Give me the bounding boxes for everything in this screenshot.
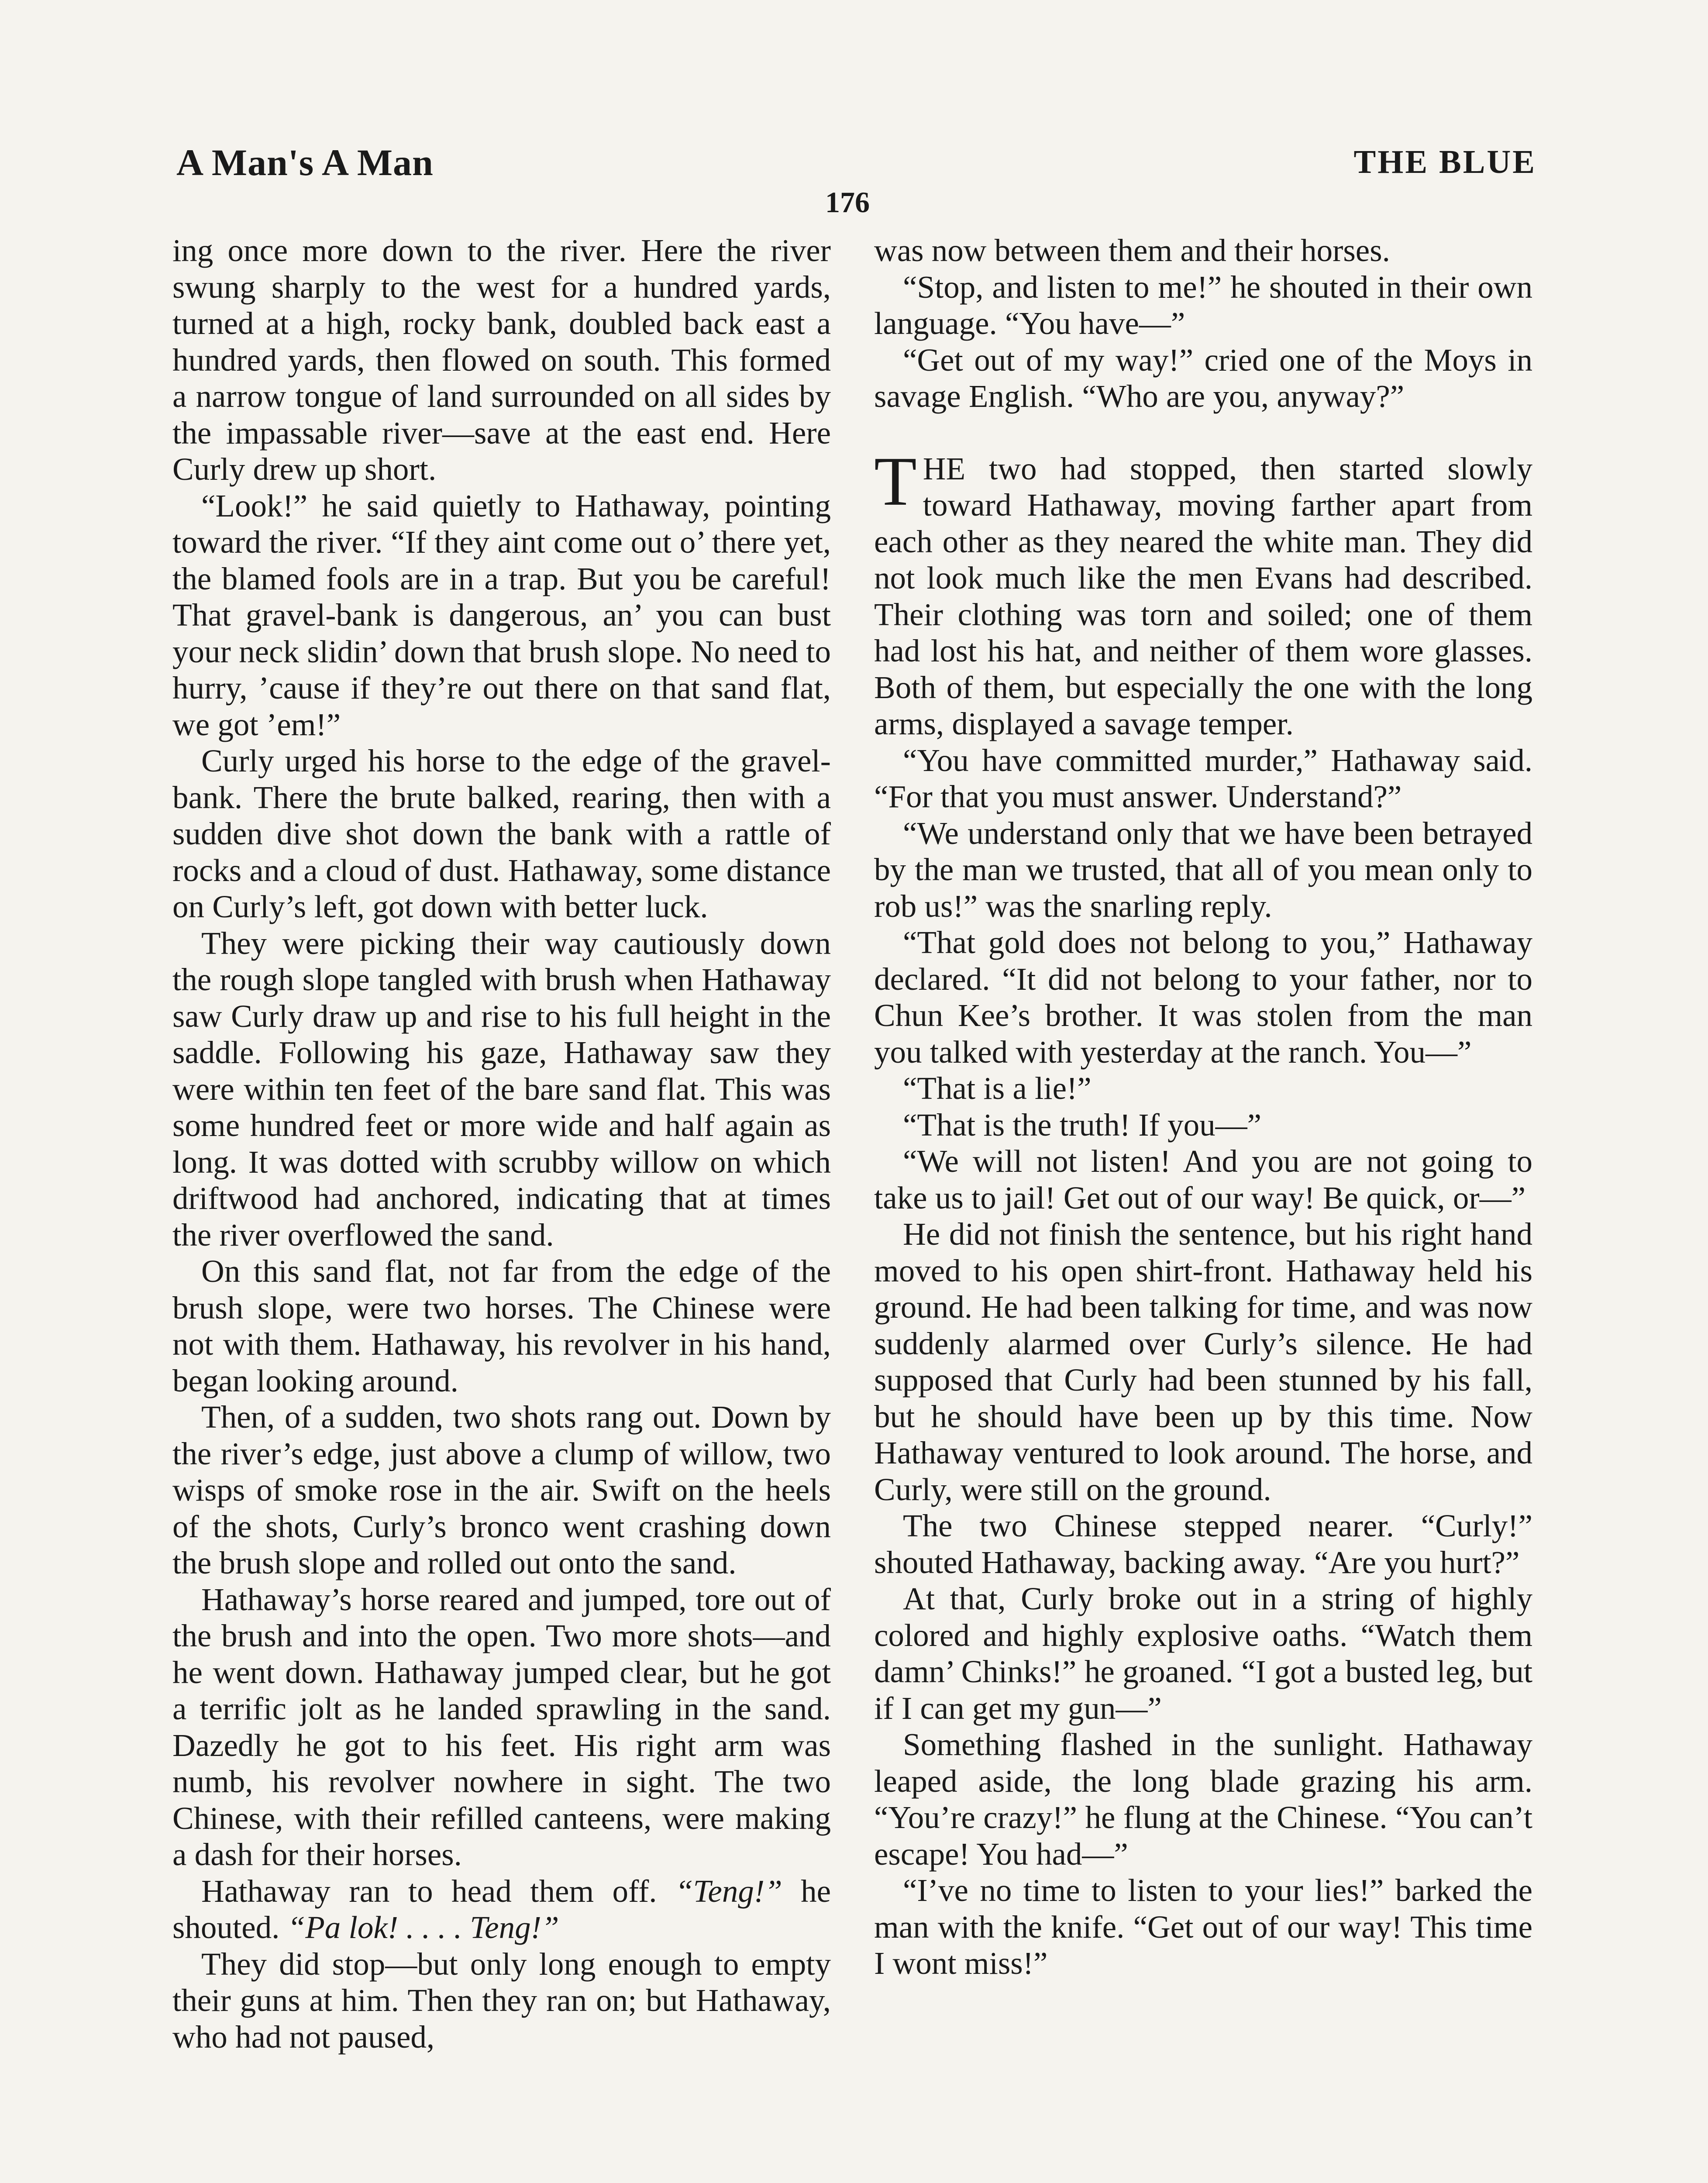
paragraph: The two Chinese stepped nearer. “Curly!” shouted Hathaway, backing away. “Are you hurt?” [874, 1508, 1532, 1580]
paragraph: “I’ve no time to listen to your lies!” barked the man with the knife. “Get out of our way! This time I wont miss!” [874, 1873, 1532, 1981]
shout-middle: he shouted. [172, 1873, 831, 1945]
paragraph: “We understand only that we have been betrayed by the man we trusted, that all of you mean only to rob us!” was the snarling reply. [874, 815, 1532, 924]
paragraph: “Look!” he said quietly to Hathaway, pointing toward the river. “If they aint come out o’ there yet, the blamed fools are in a trap. But you be careful! That gravel-bank is dangerous, an’ you can bust your neck slidin’ down that brush slope. No need to hurry, ’cause if they’re out there on that sand flat, we got ’em!” [172, 488, 831, 742]
right-column [874, 232, 1532, 1982]
shout-pa-lok: “Pa lok! . . . . Teng!” [287, 1910, 559, 1945]
paragraph: “That is a lie!” [903, 1071, 1092, 1106]
paragraph: At that, Curly broke out in a string of highly colored and highly explosive oaths. “Watch them damn’ Chinks!” he groaned. “I got a busted leg, but if I can get my gun—” [874, 1581, 1532, 1726]
drop-cap: T [874, 442, 917, 520]
shout-teng: “Teng!” [675, 1873, 782, 1909]
section-opening-paragraph [874, 442, 1532, 742]
paragraph: was now between them and their horses. [874, 233, 1390, 268]
paragraph: They did stop—but only long enough to empty their guns at him. Then they ran on; but Hathaway, who had not paused, [172, 1946, 831, 2055]
paragraph: “That is the truth! If you—” [903, 1107, 1262, 1143]
paragraph: “Get out of my way!” cried one of the Moys in savage English. “Who are you, anyway?” [874, 342, 1532, 414]
section-opening-text: HE two had stopped, then started slowly toward Hathaway, moving farther apart from each other as they neared the white man. They did not look much like the men Evans had described. Their clothing was torn and soiled; one of them had lost his hat, and neither of them wore glasses. Both of them, but especially the one with the long arms, displayed a savage temper. [874, 451, 1532, 741]
magazine-title-header: THE BLUE [1353, 144, 1536, 180]
paragraph: “That gold does not belong to you,” Hathaway declared. “It did not belong to your father, nor to Chun Kee’s brother. It was stolen from the man you talked with yesterday at the ranch. You—” [874, 925, 1532, 1070]
story-title-header: A Man's A Man [176, 141, 434, 183]
shout-lead: Hathaway ran to head them off. [201, 1873, 675, 1909]
paragraph: ing once more down to the river. Here the river swung sharply to the west for a hundred yards, turned at a high, rocky bank, doubled back east a hundred yards, then flowed on south. This formed a narrow tongue of land surrounded on all sides by the impassable river—save at the east end. Here Curly drew up short. [172, 233, 831, 487]
paragraph-shout [172, 1873, 831, 1946]
paragraph: They were picking their way cautiously down the rough slope tangled with brush when Hathaway saw Curly draw up and rise to his full height in the saddle. Following his gaze, Hathaway saw they were within ten feet of the bare sand flat. This was some hundred feet or more wide and half again as long. It was dotted with scrubby willow on which driftwood had anchored, indicating that at times the river overflowed the sand. [172, 925, 831, 1253]
paragraph: He did not finish the sentence, but his right hand moved to his open shirt-front. Hathaway held his ground. He had been talking for time, and was now suddenly alarmed over Curly’s silence. He had supposed that Curly had been stunned by his fall, but he should have been up by this time. Now Hathaway ventured to look around. The horse, and Curly, were still on the ground. [874, 1216, 1532, 1507]
paragraph: “We will not listen! And you are not going to take us to jail! Get out of our way! Be quick, or—” [874, 1143, 1532, 1215]
paragraph: “Stop, and listen to me!” he shouted in their own language. “You have—” [874, 269, 1532, 341]
left-column [172, 232, 831, 2055]
paragraph: Hathaway’s horse reared and jumped, tore out of the brush and into the open. Two more shots—and he went down. Hathaway jumped clear, but he got a terrific jolt as he landed sprawling in the sand. Dazedly he got to his feet. His right arm was numb, his revolver nowhere in sight. The two Chinese, with their refilled canteens, were making a dash for their horses. [172, 1581, 831, 1872]
paragraph: Something flashed in the sunlight. Hathaway leaped aside, the long blade grazing his arm. “You’re crazy!” he flung at the Chinese. “You can’t escape! You had—” [874, 1727, 1532, 1872]
page-number: 176 [825, 186, 870, 219]
paragraph: Curly urged his horse to the edge of the gravel-bank. There the brute balked, rearing, then with a sudden dive shot down the bank with a rattle of rocks and a cloud of dust. Hathaway, some distance on Curly’s left, got down with better luck. [172, 743, 831, 924]
paragraph: “You have committed murder,” Hathaway said. “For that you must answer. Understand?” [874, 742, 1532, 814]
paragraph: Then, of a sudden, two shots rang out. Down by the river’s edge, just above a clump of willow, two wisps of smoke rose in the air. Swift on the heels of the shots, Curly’s bronco went crashing down the brush slope and rolled out onto the sand. [172, 1399, 831, 1580]
paragraph: On this sand flat, not far from the edge of the brush slope, were two horses. The Chinese were not with them. Hathaway, his revolver in his hand, began looking around. [172, 1253, 831, 1398]
